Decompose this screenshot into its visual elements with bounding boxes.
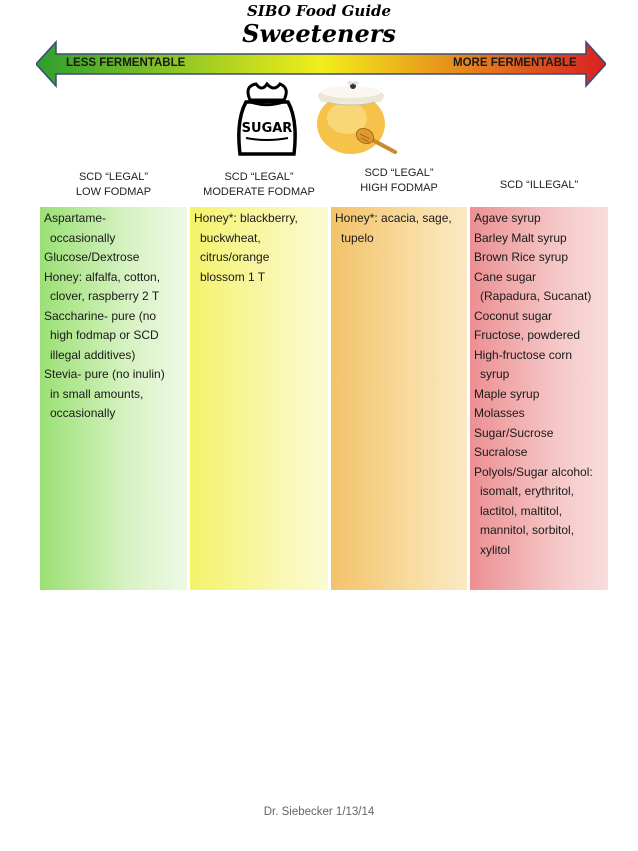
list-item — [474, 326, 605, 346]
header-moderate-fodmap — [190, 163, 328, 207]
item-continuation: isomalt, erythritol, — [480, 484, 575, 498]
sweetener-columns — [40, 207, 608, 590]
list-item — [44, 248, 184, 268]
less-fermentable-label: LESS FERMENTABLE — [66, 57, 186, 69]
list-item — [44, 268, 184, 307]
column-headers — [40, 163, 608, 207]
header-line: LOW FODMAP — [75, 186, 152, 198]
list-item — [44, 307, 184, 366]
item-text: Sucralose — [474, 445, 528, 459]
item-text: Saccharine- pure (no — [44, 308, 157, 323]
list-item — [474, 248, 605, 268]
header-line: SCD “LEGAL” — [224, 171, 294, 183]
list-item — [474, 209, 605, 229]
item-text: Polyols/Sugar alcohol: — [474, 464, 593, 479]
footer-credit: Dr. Siebecker 1/13/14 — [263, 806, 375, 818]
item-text: High-fructose corn — [474, 347, 573, 362]
more-fermentable-label: MORE FERMENTABLE — [453, 57, 577, 69]
list-item — [474, 385, 605, 405]
item-text: Aspartame- — [44, 211, 107, 225]
item-continuation: buckwheat, — [200, 230, 261, 245]
honey-pot-icon — [307, 78, 401, 160]
item-continuation: occasionally — [50, 230, 116, 245]
header-high-fodmap — [331, 159, 467, 203]
header-low-fodmap — [40, 163, 187, 207]
item-continuation: clover, raspberry 2 T — [50, 289, 160, 303]
item-continuation: lactitol, maltitol, — [480, 503, 563, 518]
item-continuation: xylitol — [480, 542, 511, 557]
item-continuation: tupelo — [341, 230, 374, 245]
list-item — [474, 424, 605, 444]
header-line: SCD “LEGAL” — [364, 167, 434, 179]
item-text: Coconut sugar — [474, 308, 553, 323]
item-continuation: syrup — [480, 367, 510, 381]
item-text: Stevia- pure (no inulin) — [44, 367, 165, 381]
item-text: Honey*: blackberry, — [194, 211, 298, 225]
section-title: Sweeteners — [242, 19, 396, 48]
column-scd-illegal — [470, 207, 608, 590]
list-item — [474, 307, 605, 327]
list-item — [474, 404, 605, 424]
item-continuation: mannitol, sorbitol, — [480, 523, 575, 537]
item-continuation: in small amounts, — [50, 386, 144, 401]
column-moderate-fodmap — [190, 207, 328, 590]
item-text: Molasses — [474, 406, 525, 420]
column-low-fodmap — [40, 207, 187, 590]
item-text: Honey*: acacia, sage, — [335, 211, 452, 225]
item-continuation: (Rapadura, Sucanat) — [480, 289, 592, 303]
sugar-bag-icon — [232, 80, 302, 158]
list-item — [44, 209, 184, 248]
item-text: Sugar/Sucrose — [474, 425, 554, 440]
item-text: Agave syrup — [474, 211, 541, 225]
item-continuation: blossom 1 T — [200, 269, 266, 284]
item-text: Honey: alfalfa, cotton, — [44, 269, 161, 284]
item-text: Maple syrup — [474, 386, 540, 401]
item-continuation: occasionally — [50, 406, 116, 420]
list-item — [474, 443, 605, 463]
item-continuation: citrus/orange — [200, 250, 270, 264]
sugar-bag-text: SUGAR — [241, 121, 293, 136]
item-text: Cane sugar — [474, 269, 537, 284]
column-high-fodmap — [331, 207, 467, 590]
list-item — [335, 209, 464, 248]
list-item — [44, 365, 184, 424]
header-scd-illegal — [470, 163, 608, 207]
item-continuation: high fodmap or SCD — [50, 328, 159, 342]
item-text: Glucose/Dextrose — [44, 250, 140, 264]
list-item — [474, 268, 605, 307]
list-item — [194, 209, 325, 287]
item-continuation: illegal additives) — [50, 347, 136, 362]
header-line: HIGH FODMAP — [360, 182, 438, 194]
header-line: MODERATE FODMAP — [203, 186, 315, 198]
list-item — [474, 463, 605, 561]
list-item — [474, 346, 605, 385]
item-text: Brown Rice syrup — [474, 250, 569, 264]
item-text: Barley Malt syrup — [474, 230, 567, 245]
header-line: SCD “LEGAL” — [78, 171, 149, 183]
item-text: Fructose, powdered — [474, 328, 581, 342]
guide-title: SIBO Food Guide — [246, 2, 392, 20]
header-line: SCD “ILLEGAL” — [499, 178, 579, 191]
list-item — [474, 229, 605, 249]
